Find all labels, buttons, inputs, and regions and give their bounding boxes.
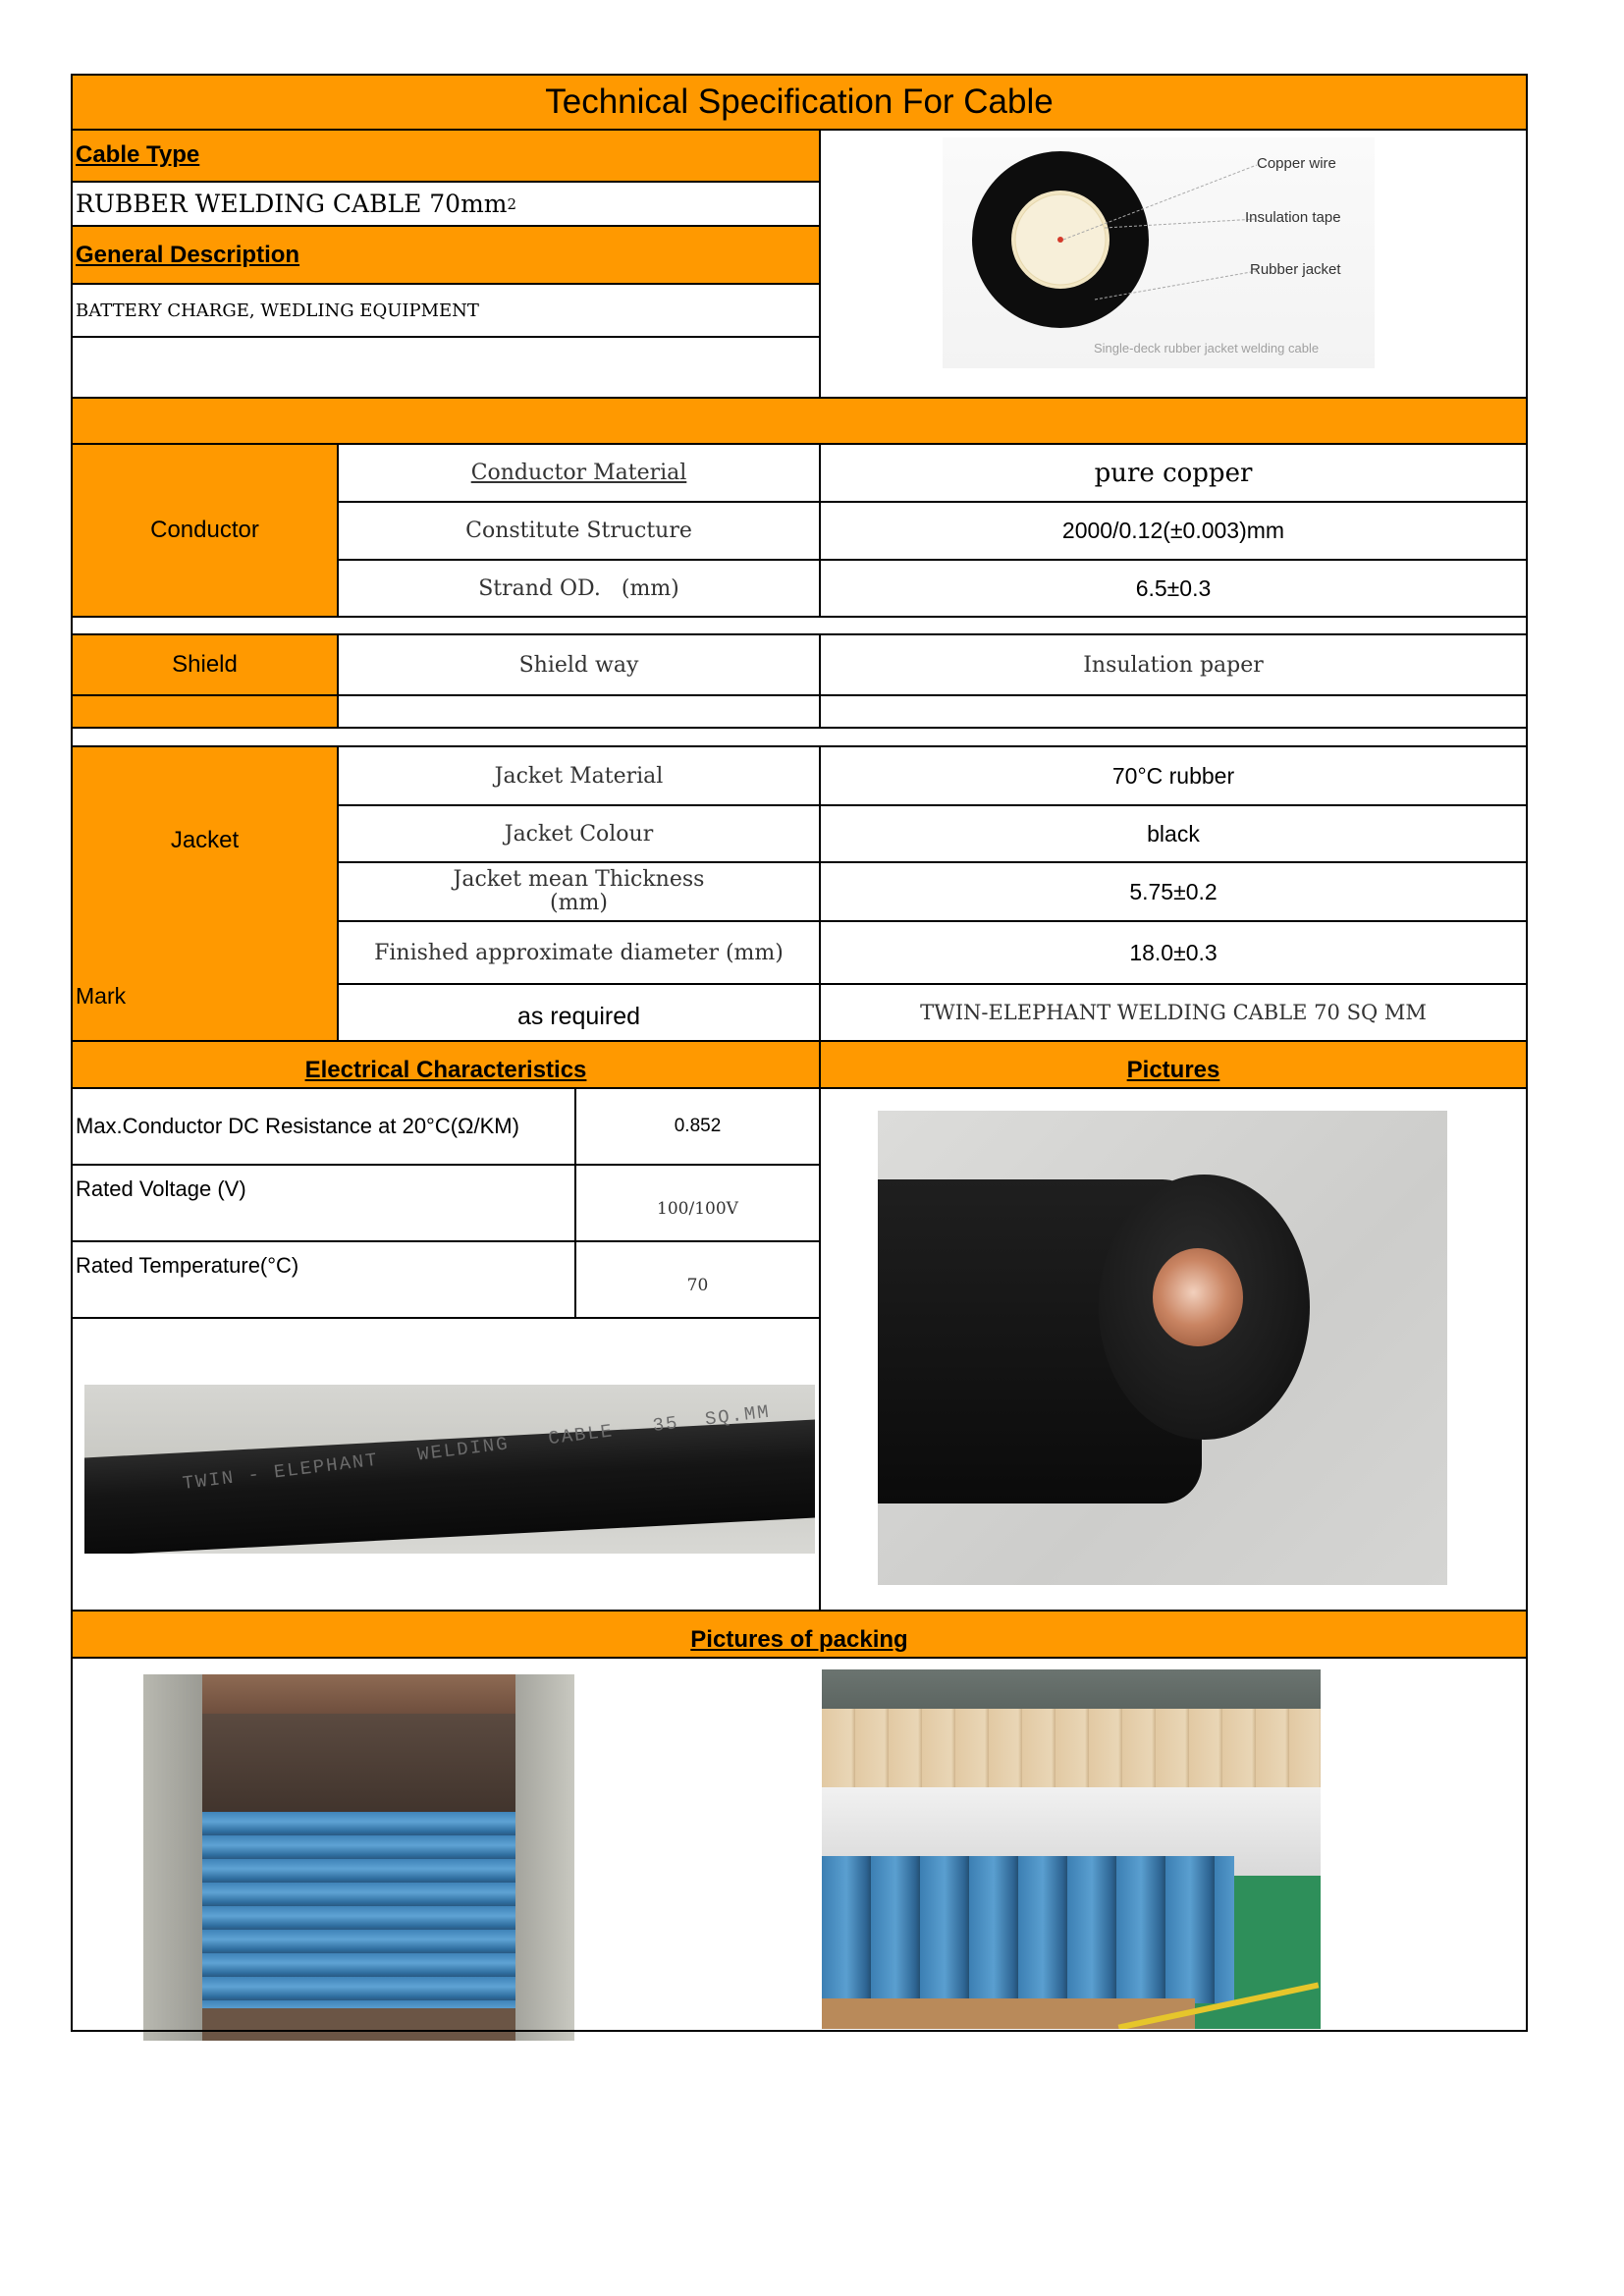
cable-type-value-sup: 2 xyxy=(507,194,517,213)
diagram-label-copper: Copper wire xyxy=(1257,155,1336,172)
diagram-label-jacket: Rubber jacket xyxy=(1250,261,1341,278)
general-description-value: BATTERY CHARGE, WEDLING EQUIPMENT xyxy=(76,300,479,321)
finished-diameter-name: Finished approximate diameter (mm) xyxy=(374,940,784,965)
jacket-material-name: Jacket Material xyxy=(494,763,664,789)
conductor-material-value: pure copper xyxy=(1094,458,1253,488)
shield-way-name: Shield way xyxy=(518,652,639,678)
rated-voltage-name: Rated Voltage (V) xyxy=(76,1176,246,1201)
rated-temperature-name: Rated Temperature(°C) xyxy=(76,1253,299,1278)
finished-diameter-value: 18.0±0.3 xyxy=(1129,939,1218,965)
cable-type-header-label: Cable Type xyxy=(76,141,200,168)
jacket-colour-name: Jacket Colour xyxy=(504,821,654,847)
mark-label: Mark xyxy=(72,984,338,1041)
page-title: Technical Specification For Cable xyxy=(72,75,1527,130)
jacket-thickness-value: 5.75±0.2 xyxy=(1129,878,1218,904)
outer-frame xyxy=(71,74,1528,2032)
shield-way-value: Insulation paper xyxy=(1083,652,1264,678)
shield-label: Shield xyxy=(72,634,338,695)
packing-header-label: Pictures of packing xyxy=(690,1626,908,1653)
jacket-colour-value: black xyxy=(1147,820,1200,847)
rated-voltage-value: 100/100V xyxy=(657,1199,738,1219)
rated-temperature-value: 70 xyxy=(686,1276,709,1295)
mark-name: as required xyxy=(516,1002,641,1030)
electrical-header-label: Electrical Characteristics xyxy=(304,1057,587,1083)
conductor-material-name: Conductor Material xyxy=(470,461,687,485)
cable-type-value-text: RUBBER WELDING CABLE 70mm xyxy=(76,190,508,218)
strand-od-value: 6.5±0.3 xyxy=(1135,574,1212,601)
conductor-label: Conductor xyxy=(72,444,338,617)
constitute-structure-name: Constitute Structure xyxy=(465,519,692,543)
jacket-material-value: 70°C rubber xyxy=(1111,762,1235,789)
mark-value: TWIN-ELEPHANT WELDING CABLE 70 SQ MM xyxy=(920,1001,1427,1024)
cable-print-text: TWIN - ELEPHANT WELDING CABLE 35 SQ.MM xyxy=(181,1400,772,1495)
dc-resistance-value: 0.852 xyxy=(674,1116,722,1136)
diagram-caption: Single-deck rubber jacket welding cable xyxy=(1094,341,1320,355)
strand-od-name: Strand OD. (mm) xyxy=(478,575,679,601)
pictures-header-label: Pictures xyxy=(1126,1057,1220,1083)
constitute-structure-value: 2000/0.12(±0.003)mm xyxy=(1061,518,1285,543)
jacket-thickness-line1: Jacket mean Thickness xyxy=(453,867,705,892)
general-description-header-label: General Description xyxy=(76,241,300,268)
jacket-thickness-line2: (mm) xyxy=(550,891,608,915)
dc-resistance-name: Max.Conductor DC Resistance at 20°C(Ω/KM) xyxy=(76,1114,519,1138)
jacket-label: Jacket xyxy=(72,746,338,984)
diagram-label-insulation: Insulation tape xyxy=(1245,209,1341,226)
